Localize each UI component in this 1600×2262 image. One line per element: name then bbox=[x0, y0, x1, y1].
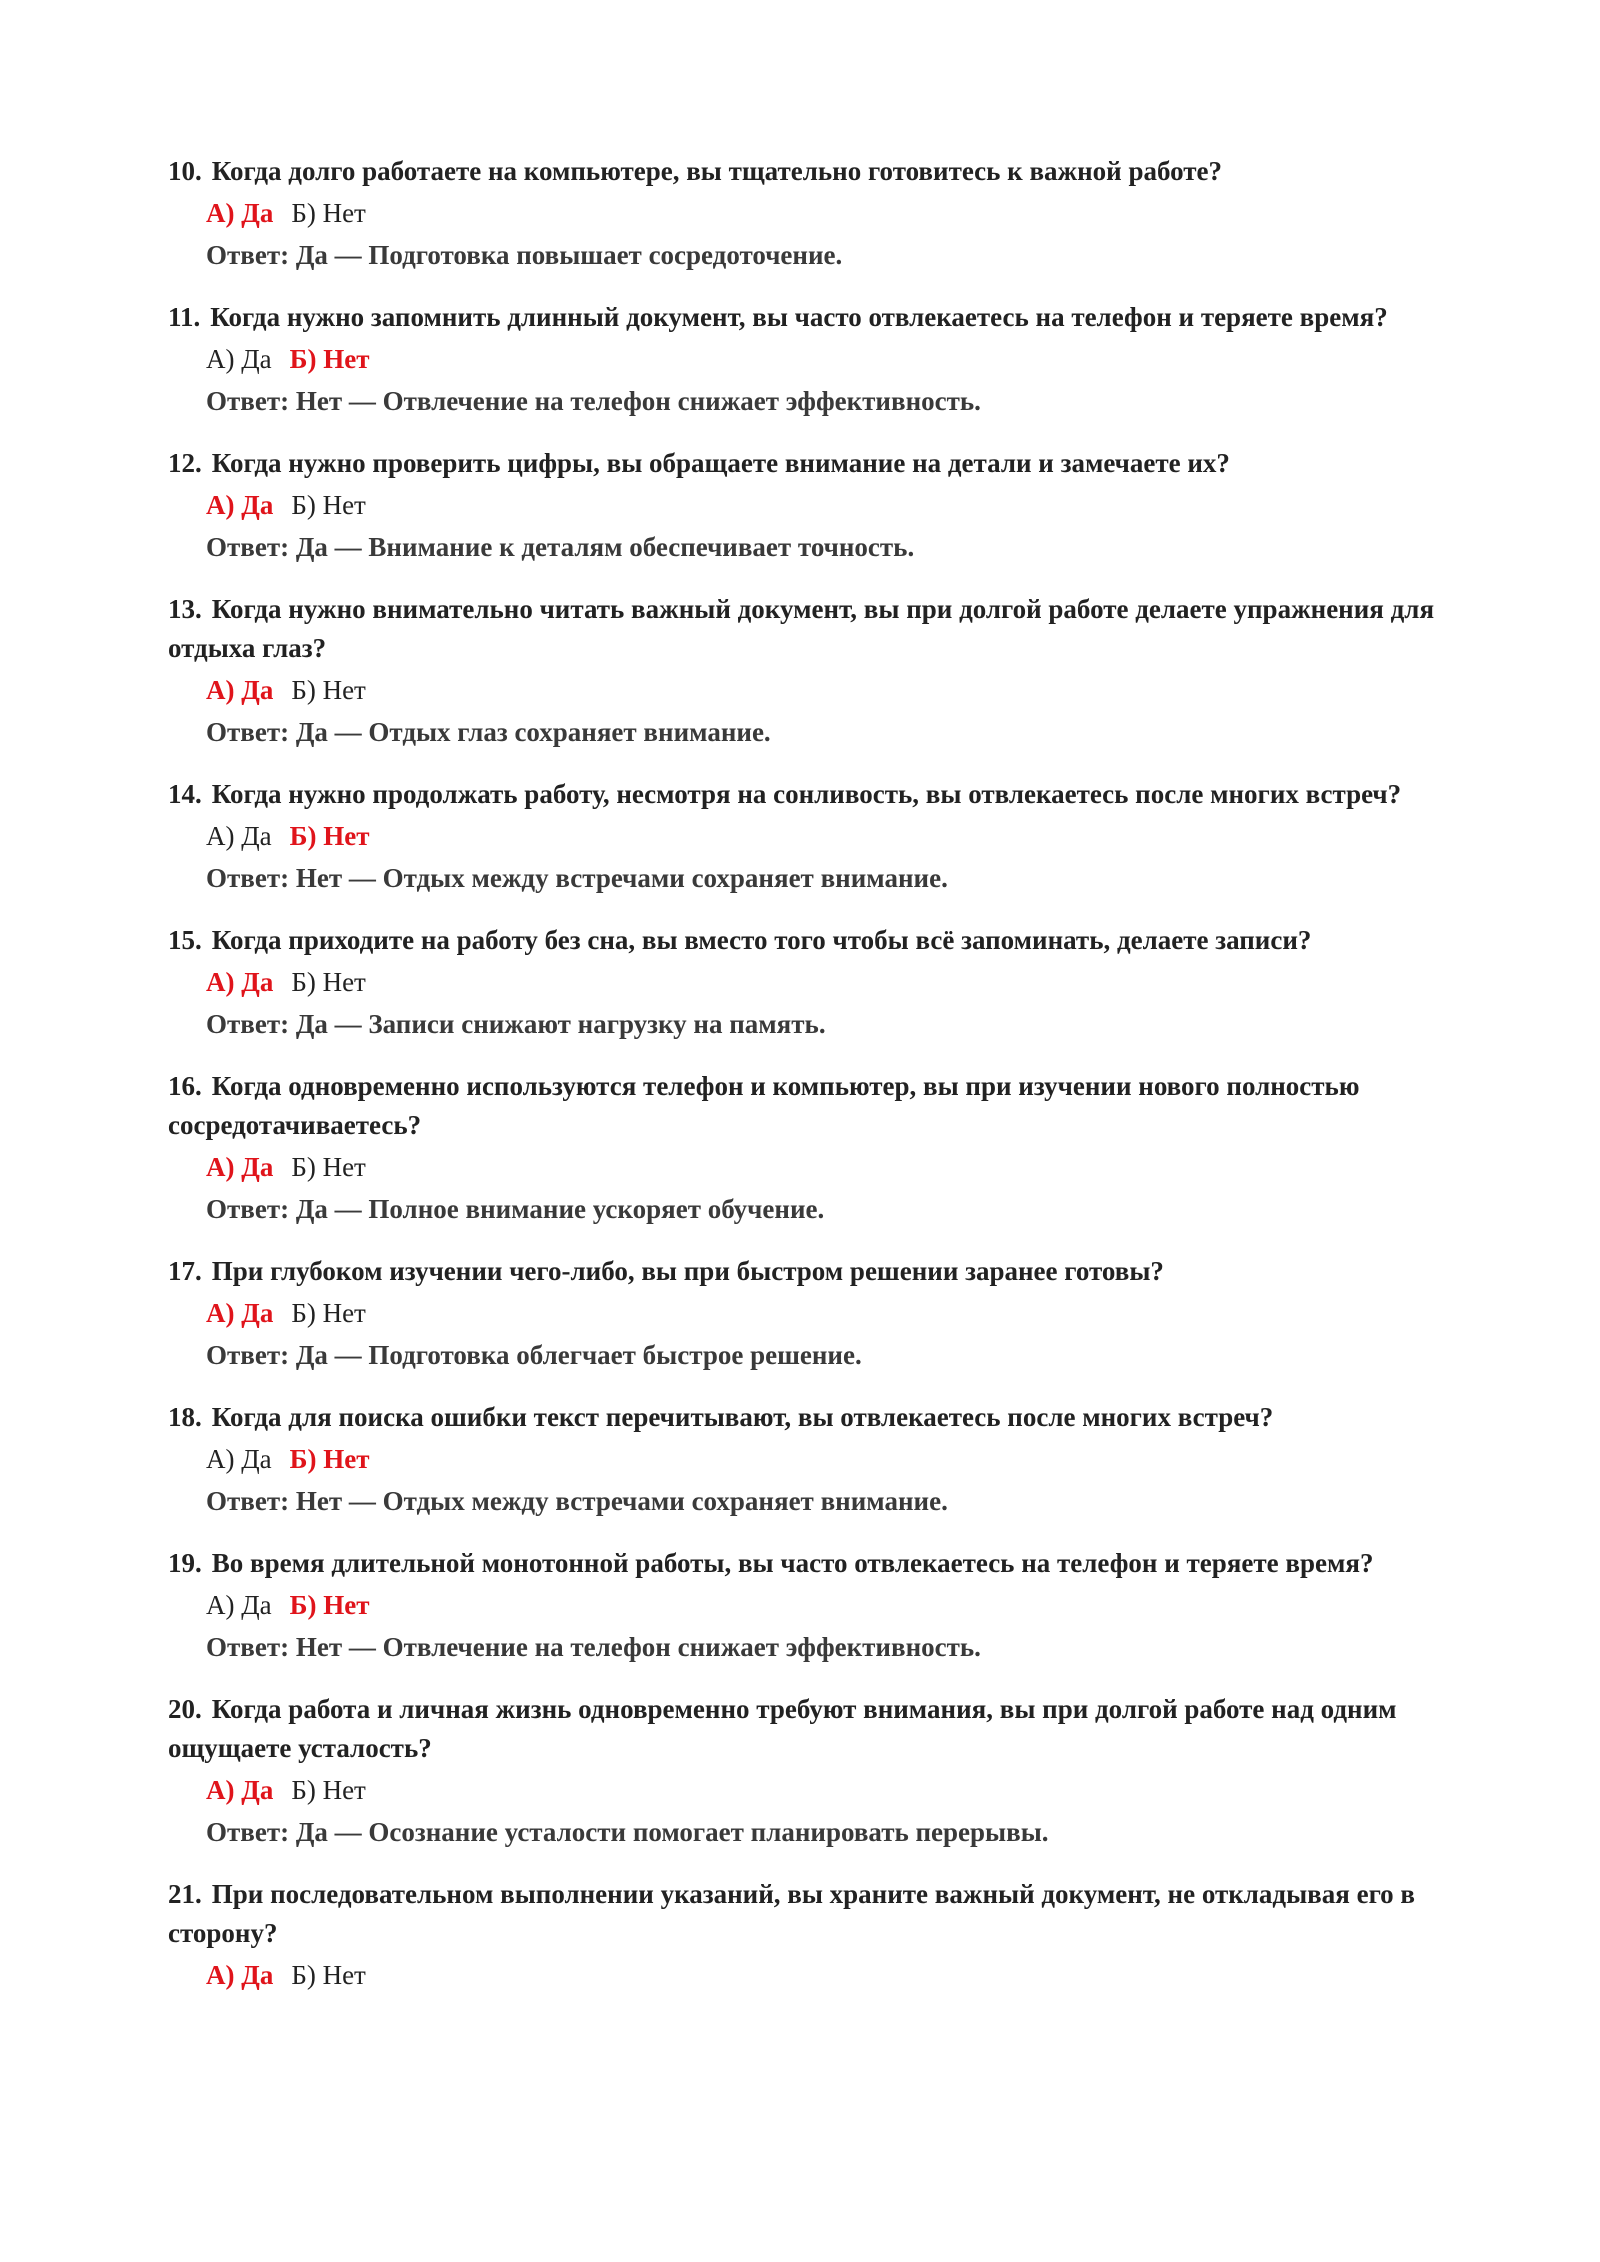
option-a[interactable]: А) Да bbox=[206, 821, 272, 851]
option-a[interactable]: А) Да bbox=[206, 1444, 272, 1474]
question-body: При глубоком изучении чего-либо, вы при быстром решении заранее готовы? bbox=[211, 1256, 1164, 1286]
answer-explanation: Ответ: Да — Отдых глаз сохраняет внимание. bbox=[206, 717, 771, 747]
question-body: Когда для поиска ошибки текст перечитывают, вы отвлекаетесь после многих встреч? bbox=[211, 1402, 1274, 1432]
question-item bbox=[168, 1398, 1468, 1522]
question-text bbox=[168, 152, 1468, 191]
question-item bbox=[168, 775, 1468, 899]
option-a[interactable]: А) Да bbox=[206, 1960, 274, 1990]
answer-options bbox=[206, 339, 1468, 380]
answer-options bbox=[206, 193, 1468, 234]
option-b[interactable]: Б) Нет bbox=[291, 1152, 366, 1182]
question-number: 12. bbox=[168, 448, 202, 478]
option-a[interactable]: А) Да bbox=[206, 1298, 274, 1328]
option-b[interactable]: Б) Нет bbox=[291, 490, 366, 520]
option-b[interactable]: Б) Нет bbox=[291, 967, 366, 997]
answer-options bbox=[206, 670, 1468, 711]
option-b[interactable]: Б) Нет bbox=[289, 821, 370, 851]
answer-explanation: Ответ: Да — Внимание к деталям обеспечивает точность. bbox=[206, 532, 915, 562]
option-b[interactable]: Б) Нет bbox=[291, 1960, 366, 1990]
question-item bbox=[168, 1690, 1468, 1853]
document-page bbox=[168, 152, 1468, 2018]
question-text bbox=[168, 444, 1468, 483]
option-a[interactable]: А) Да bbox=[206, 198, 274, 228]
question-item bbox=[168, 590, 1468, 753]
option-b[interactable]: Б) Нет bbox=[289, 1444, 370, 1474]
question-text bbox=[168, 1067, 1468, 1145]
answer-options bbox=[206, 1770, 1468, 1811]
question-item bbox=[168, 921, 1468, 1045]
option-a[interactable]: А) Да bbox=[206, 967, 274, 997]
question-number: 16. bbox=[168, 1071, 202, 1101]
question-text bbox=[168, 921, 1468, 960]
option-b[interactable]: Б) Нет bbox=[289, 344, 370, 374]
question-number: 18. bbox=[168, 1402, 202, 1432]
answer-options bbox=[206, 485, 1468, 526]
question-number: 21. bbox=[168, 1879, 202, 1909]
option-b[interactable]: Б) Нет bbox=[291, 675, 366, 705]
question-body: Когда нужно запомнить длинный документ, вы часто отвлекаетесь на телефон и теряете время? bbox=[210, 302, 1388, 332]
answer-options bbox=[206, 1147, 1468, 1188]
question-item bbox=[168, 1875, 1468, 1996]
answer-options bbox=[206, 1955, 1468, 1996]
question-text bbox=[168, 1690, 1468, 1768]
answer-explanation: Ответ: Нет — Отвлечение на телефон снижает эффективность. bbox=[206, 386, 981, 416]
question-body: Когда приходите на работу без сна, вы вместо того чтобы всё запоминать, делаете записи? bbox=[211, 925, 1312, 955]
question-body: Когда нужно внимательно читать важный документ, вы при долгой работе делаете упражнения для отдыха глаз? bbox=[168, 594, 1435, 663]
option-a[interactable]: А) Да bbox=[206, 1775, 274, 1805]
question-body: Во время длительной монотонной работы, вы часто отвлекаетесь на телефон и теряете время? bbox=[211, 1548, 1374, 1578]
question-body: Когда нужно проверить цифры, вы обращаете внимание на детали и замечаете их? bbox=[211, 448, 1230, 478]
question-text bbox=[168, 1544, 1468, 1583]
answer-options bbox=[206, 1439, 1468, 1480]
option-b[interactable]: Б) Нет bbox=[289, 1590, 370, 1620]
question-text bbox=[168, 1252, 1468, 1291]
option-a[interactable]: А) Да bbox=[206, 490, 274, 520]
question-text bbox=[168, 1398, 1468, 1437]
question-number: 19. bbox=[168, 1548, 202, 1578]
answer-options bbox=[206, 816, 1468, 857]
answer-options bbox=[206, 1585, 1468, 1626]
question-number: 15. bbox=[168, 925, 202, 955]
question-item bbox=[168, 444, 1468, 568]
question-number: 17. bbox=[168, 1256, 202, 1286]
question-body: Когда нужно продолжать работу, несмотря на сонливость, вы отвлекаетесь после многих встреч? bbox=[211, 779, 1402, 809]
question-text bbox=[168, 298, 1468, 337]
answer-explanation: Ответ: Да — Подготовка повышает сосредоточение. bbox=[206, 240, 843, 270]
option-b[interactable]: Б) Нет bbox=[291, 198, 366, 228]
answer-explanation: Ответ: Да — Записи снижают нагрузку на память. bbox=[206, 1009, 826, 1039]
question-body: Когда одновременно используются телефон и компьютер, вы при изучении нового полностью сосредотачиваетесь? bbox=[168, 1071, 1360, 1140]
answer-explanation: Ответ: Да — Осознание усталости помогает планировать перерывы. bbox=[206, 1817, 1049, 1847]
question-number: 14. bbox=[168, 779, 202, 809]
question-number: 13. bbox=[168, 594, 202, 624]
option-a[interactable]: А) Да bbox=[206, 1590, 272, 1620]
question-text bbox=[168, 775, 1468, 814]
question-body: Когда работа и личная жизнь одновременно требуют внимания, вы при долгой работе над одним ощущаете усталость? bbox=[168, 1694, 1397, 1763]
answer-explanation: Ответ: Нет — Отдых между встречами сохраняет внимание. bbox=[206, 1486, 948, 1516]
answer-explanation: Ответ: Нет — Отвлечение на телефон снижает эффективность. bbox=[206, 1632, 981, 1662]
question-number: 11. bbox=[168, 302, 201, 332]
option-b[interactable]: Б) Нет bbox=[291, 1298, 366, 1328]
option-b[interactable]: Б) Нет bbox=[291, 1775, 366, 1805]
question-text bbox=[168, 1875, 1468, 1953]
question-item bbox=[168, 152, 1468, 276]
option-a[interactable]: А) Да bbox=[206, 344, 272, 374]
option-a[interactable]: А) Да bbox=[206, 675, 274, 705]
question-item bbox=[168, 298, 1468, 422]
answer-explanation: Ответ: Да — Полное внимание ускоряет обучение. bbox=[206, 1194, 825, 1224]
answer-explanation: Ответ: Да — Подготовка облегчает быстрое решение. bbox=[206, 1340, 862, 1370]
question-item bbox=[168, 1544, 1468, 1668]
question-item bbox=[168, 1252, 1468, 1376]
option-a[interactable]: А) Да bbox=[206, 1152, 274, 1182]
question-text bbox=[168, 590, 1468, 668]
question-body: При последовательном выполнении указаний, вы храните важный документ, не откладывая его в сторону? bbox=[168, 1879, 1416, 1948]
answer-explanation: Ответ: Нет — Отдых между встречами сохраняет внимание. bbox=[206, 863, 948, 893]
question-body: Когда долго работаете на компьютере, вы тщательно готовитесь к важной работе? bbox=[211, 156, 1223, 186]
answer-options bbox=[206, 962, 1468, 1003]
question-item bbox=[168, 1067, 1468, 1230]
question-number: 10. bbox=[168, 156, 202, 186]
question-number: 20. bbox=[168, 1694, 202, 1724]
answer-options bbox=[206, 1293, 1468, 1334]
